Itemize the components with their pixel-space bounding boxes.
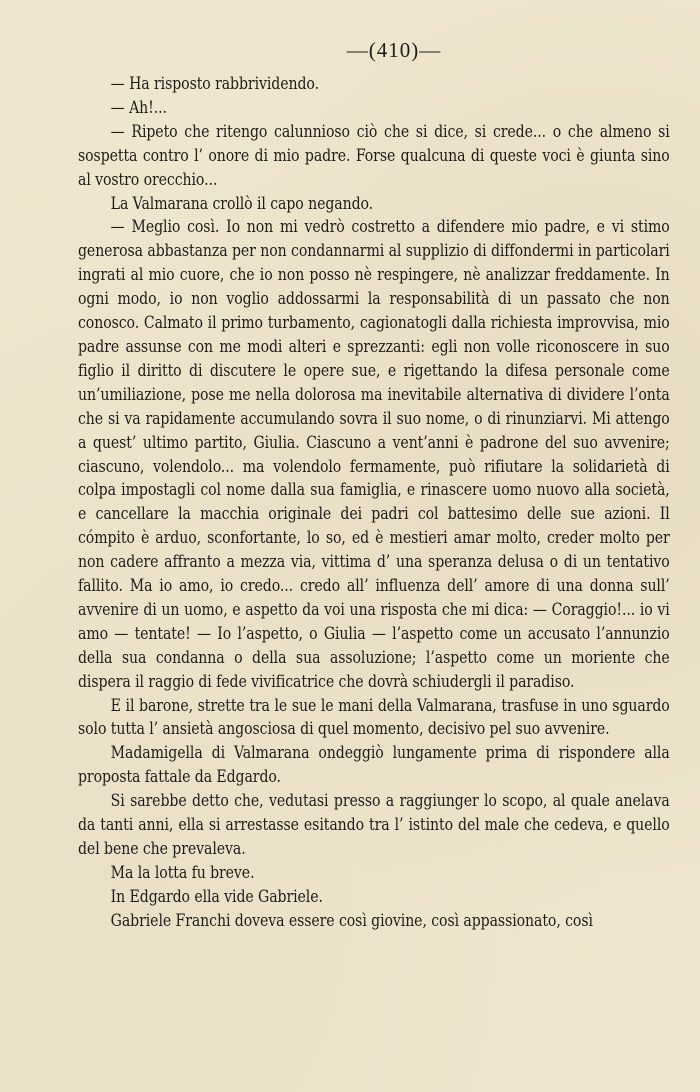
- body-text: [78, 72, 670, 933]
- book-page: [78, 34, 670, 933]
- paragraph: Madamigella di Valmarana ondeggiò lungamente prima di rispondere alla proposta fattale da Edgardo.: [78, 743, 670, 787]
- paragraph: — Meglio così. Io non mi vedrò costretto a difendere mio padre, e vi stimo generosa abbastanza per non condannarmi al supplizio di diffondermi in particolari ingrati al mio cuore, che io non posso nè respingere, nè analizzar freddamente. In ogni modo, io non voglio addossarmi la responsabilità di un passato che non conosco. Calmato il primo turbamento, cagionatogli dalla richiesta improvvisa, mio padre assunse con me modi alteri e sprezzanti: egli non volle riconoscere in suo figlio il diritto di discutere le opere sue, e rigettando la difesa personale come un’umiliazione, pose me nella dolorosa ma inevitabile alternativa di dividere l’onta che si va rapidamente accumulando sovra il suo nome, o di rinunziarvi. Mi attengo a quest’ ultimo partito, Giulia. Ciascuno a vent’anni è padrone del suo avvenire; ciascuno, volendolo... ma volendolo fermamente, può rifiutare la solidarietà di colpa impostagli col nome dalla sua famiglia, e rinascere uomo nuovo alla società, e cancellare la macchia originale dei padri col battesimo delle sue azioni. Il cómpito è arduo, sconfortante, lo so, ed è mestieri amar molto, creder molto per non cadere affranto a mezza via, vittima d’ una speranza delusa o di un tentativo fallito. Ma io amo, io credo... credo all’ influenza dell’ amore di una donna sull’ avvenire di un uomo, e aspetto da voi una risposta che mi dica: — Coraggio!... io vi amo — tentate! — Io l’aspetto, o Giulia — l’aspetto come un accusato l’annunzio della sua condanna o della sua assoluzione; l’aspetto come un moriente che dispera il raggio di fede vivificatrice che dovrà schiudergli il paradiso.: [78, 217, 670, 691]
- page-number: —(410)—: [346, 38, 442, 62]
- paragraph: — Ah!...: [110, 97, 167, 117]
- paragraph: Ma la lotta fu breve.: [110, 862, 255, 882]
- paragraph: E il barone, strette tra le sue le mani della Valmarana, trasfuse in uno sguardo solo tutta l’ ansietà angosciosa di quel momento, decisivo pel suo avvenire.: [78, 695, 670, 739]
- paragraph: Gabriele Franchi doveva essere così giovine, così appassionato, così: [110, 910, 593, 930]
- paragraph: — Ha risposto rabbrividendo.: [110, 74, 319, 93]
- paragraph: La Valmarana crollò il capo negando.: [110, 193, 374, 213]
- paragraph: In Edgardo ella vide Gabriele.: [110, 886, 323, 906]
- paragraph: Si sarebbe detto che, vedutasi presso a raggiunger lo scopo, al quale anelava da tanti anni, ella si arrestasse esitando tra l’ istinto del male che cedeva, e quello del bene che prevaleva.: [78, 791, 670, 858]
- paragraph: — Ripeto che ritengo calunnioso ciò che si dice, si crede... o che almeno si sospetta contro l’ onore di mio padre. Forse qualcuna di queste voci è giunta sino al vostro orecchio...: [78, 121, 670, 189]
